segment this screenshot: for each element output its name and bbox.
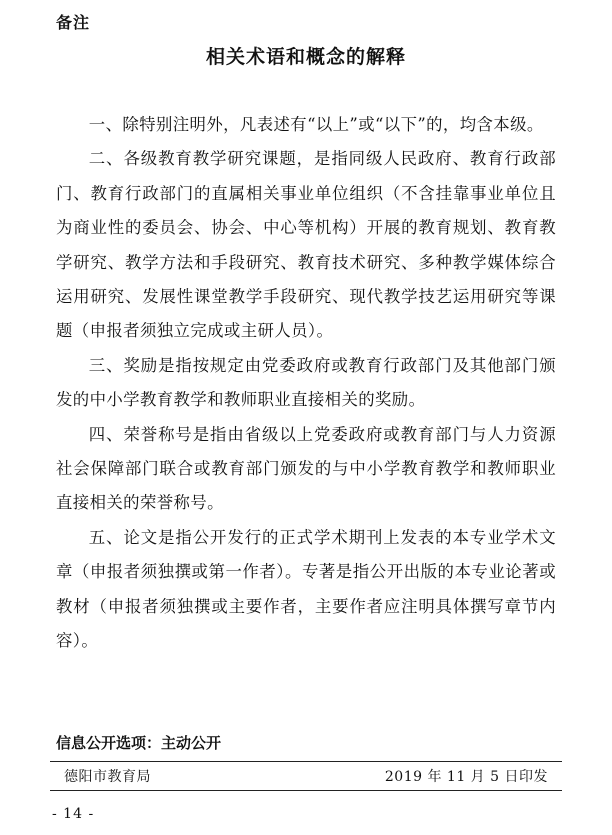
paragraph-3: 三、奖励是指按规定由党委政府或教育行政部门及其他部门颁发的中小学教育教学和教师职业直接相关的奖励。 bbox=[56, 355, 556, 410]
footer-divider-bottom bbox=[50, 790, 562, 791]
note-label: 备注 bbox=[56, 13, 91, 32]
paragraph-2: 二、各级教育教学研究课题，是指同级人民政府、教育行政部门、教育行政部门的直属相关事业单位组织（不含挂靠事业单位且为商业性的委员会、协会、中心等机构）开展的教育规划、教育教学研究、教学方法和手段研究、教育技术研究、多种教学媒体综合运用研究、发展性课堂教学手段研究、现代教学技艺运用研究等课题（申报者须独立完成或主研人员）。 bbox=[56, 149, 556, 341]
page-title: 相关术语和概念的解释 bbox=[205, 46, 406, 68]
body-text bbox=[56, 108, 556, 659]
issue-date: 2019 年 11 月 5 日印发 bbox=[384, 769, 548, 785]
info-disclosure: 信息公开选项：主动公开 bbox=[56, 734, 222, 752]
paragraph-4: 四、荣誉称号是指由省级以上党委政府或教育部门与人力资源社会保障部门联合或教育部门颁发的与中小学教育教学和教师职业直接相关的荣誉称号。 bbox=[56, 424, 556, 513]
footer-divider-top bbox=[50, 761, 562, 762]
paragraph-5: 五、论文是指公开发行的正式学术期刊上发表的本专业学术文章（申报者须独撰或第一作者）。专著是指公开出版的本专业论著或教材（申报者须独撰或主要作者，主要作者应注明具体撰写章节内容）。 bbox=[56, 527, 556, 651]
issuer: 德阳市教育局 bbox=[64, 769, 151, 785]
paragraph-1: 一、除特别注明外，凡表述有“以上”或“以下”的，均含本级。 bbox=[88, 115, 544, 134]
page-number: - 14 - bbox=[52, 806, 95, 822]
